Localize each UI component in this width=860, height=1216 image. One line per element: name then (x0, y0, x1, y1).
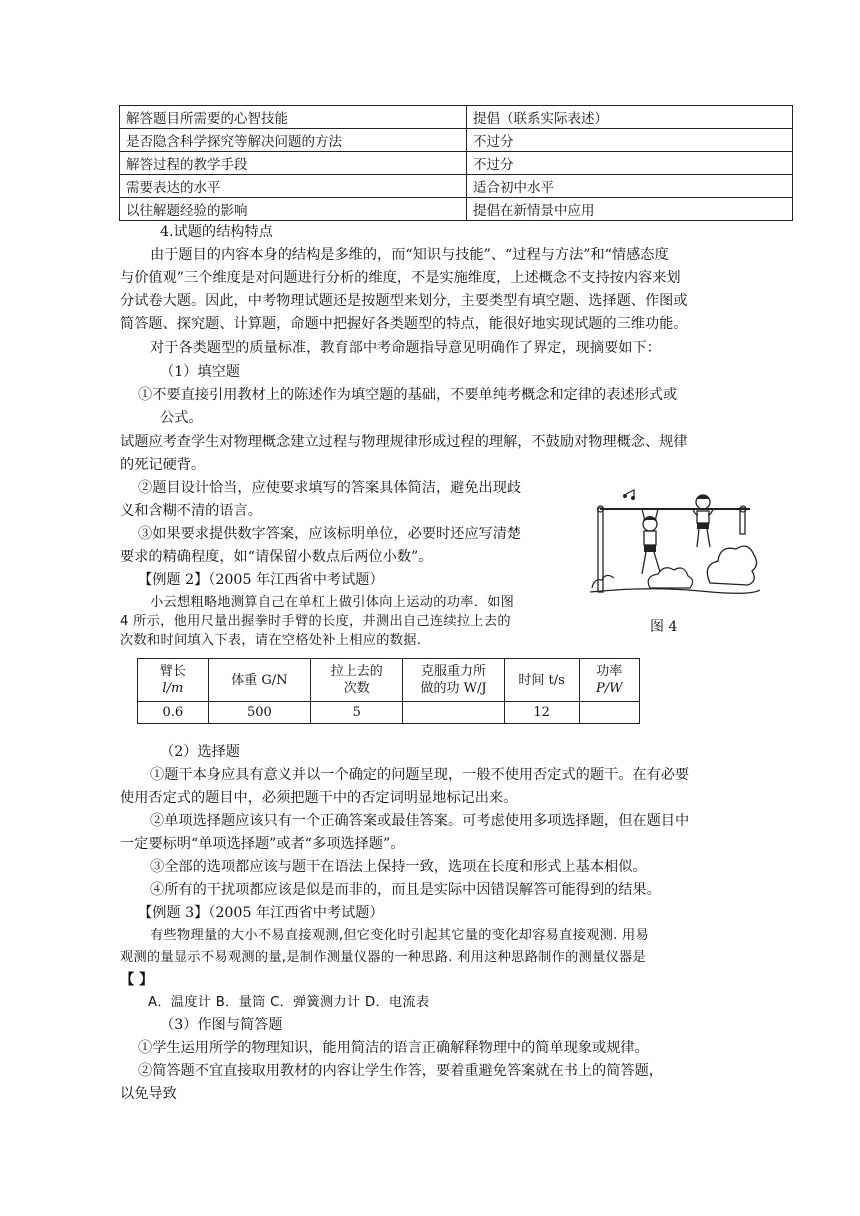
value-weight: 500 (208, 702, 310, 724)
criteria-item: 以往解题经验的影响 (120, 198, 467, 221)
header-arm-length: 臂长 l/m (138, 659, 209, 702)
paragraph-line: 分试卷大题。因此，中考物理试题还是按题型来划分，主要类型有填空题、选择题、作图或 (120, 293, 688, 309)
table-row (120, 175, 793, 198)
rule-line: ③如果要求提供数字答案，应该标明单位，必要时还应写清楚 (138, 526, 522, 542)
rule-line: 要求的精确程度，如“请保留小数点后两位小数”。 (120, 549, 433, 565)
value-power-blank (579, 702, 639, 724)
rule-line: ④所有的干扰项都应该是似是而非的，而且是实际中因错误解答可能得到的结果。 (150, 882, 661, 898)
example-line: 小云想粗略地测算自己在单杠上做引体向上运动的功率．如图 (150, 595, 515, 610)
subsection-heading: （2）选择题 (160, 744, 240, 760)
pullup-illustration (590, 488, 760, 613)
header-time: 时间 t/s (504, 659, 579, 702)
criteria-table (119, 105, 793, 221)
criteria-requirement: 提倡（联系实际表述） (467, 106, 793, 129)
value-work-blank (403, 702, 504, 724)
rule-line: 使用否定式的题目中，必须把题干中的否定词明显地标记出来。 (120, 790, 518, 806)
criteria-item: 是否隐含科学探究等解决问题的方法 (120, 129, 467, 152)
section-heading: 4.试题的结构特点 (160, 224, 273, 240)
table-row (120, 198, 793, 221)
rule-line: ②单项选择题应该只有一个正确答案或最佳答案。可考虑使用多项选择题，但在题目中 (150, 813, 690, 829)
pullup-data-table (137, 658, 640, 724)
example-title: 【例题 2】（2005 年江西省中考试题） (138, 572, 384, 588)
paragraph-line: 由于题目的内容本身的结构是多维的，而“知识与技能”、“过程与方法”和“情感态度 (150, 247, 669, 263)
figure-caption: 图 4 (650, 619, 678, 635)
rule-line: 一定要标明“单项选择题”或者“多项选择题”。 (120, 836, 405, 852)
example-title: 【例题 3】（2005 年江西省中考试题） (138, 905, 384, 921)
example-line: 次数和时间填入下表，请在空格处补上相应的数据. (120, 633, 422, 648)
paragraph-line: 简答题、探究题、计算题，命题中把握好各类题型的特点，能很好地实现试题的三维功能。 (120, 316, 688, 332)
rule-line: ①学生运用所学的物理知识，能用简洁的语言正确解释物理中的简单现象或规律。 (138, 1040, 649, 1056)
example-line: 观测的量显示不易观测的量,是制作测量仪器的一种思路. 利用这种思路制作的测量仪器是 (120, 950, 646, 965)
criteria-requirement: 不过分 (467, 129, 793, 152)
criteria-requirement: 提倡在新情景中应用 (467, 198, 793, 221)
value-time: 12 (504, 702, 579, 724)
criteria-item: 需要表达的水平 (120, 175, 467, 198)
answer-bracket: 【 】 (120, 972, 154, 988)
paragraph-line: 与价值观”三个维度是对问题进行分析的维度，不是实施维度，上述概念不支持按内容来划 (120, 270, 681, 286)
example-line: 有些物理量的大小不易直接观测,但它变化时引起其它量的变化却容易直接观测. 用易 (150, 928, 650, 943)
paragraph-line: 对于各类题型的质量标准，教育部中考命题指导意见明确作了界定，现摘要如下： (150, 340, 661, 356)
subsection-heading: （3）作图与简答题 (160, 1017, 283, 1033)
criteria-item: 解答题目所需要的心智技能 (120, 106, 467, 129)
criteria-requirement: 适合初中水平 (467, 175, 793, 198)
example-line: 4 所示，他用尺量出握拳时手臂的长度，并测出自己连续拉上去的 (120, 614, 511, 629)
value-count: 5 (311, 702, 403, 724)
rule-line: 公式。 (160, 410, 203, 426)
rule-line: ③全部的选项都应该与题干在语法上保持一致，选项在长度和形式上基本相似。 (150, 859, 647, 875)
header-weight: 体重 G/N (208, 659, 310, 702)
table-row (138, 702, 640, 724)
header-work: 克服重力所 做的功 W/J (403, 659, 504, 702)
table-row (120, 129, 793, 152)
choice-options: A．温度计 B．量筒 C．弹簧测力计 D．电流表 (148, 995, 430, 1010)
header-count: 拉上去的 次数 (311, 659, 403, 702)
header-power: 功率 P/W (579, 659, 639, 702)
criteria-item: 解答过程的教学手段 (120, 152, 467, 175)
rule-line: ②简答题不宜直接取用教材的内容让学生作答，要着重避免答案就在书上的简答题， (138, 1063, 663, 1079)
rule-line: 的死记硬背。 (120, 457, 206, 473)
subsection-heading: （1）填空题 (160, 364, 240, 380)
rule-line: ①不要直接引用教材上的陈述作为填空题的基础，不要单纯考概念和定律的表述形式或 (138, 387, 678, 403)
table-header-row (138, 659, 640, 702)
rule-line: 试题应考查学生对物理概念建立过程与物理规律形成过程的理解，不鼓励对物理概念、规律 (120, 434, 688, 450)
criteria-requirement: 不过分 (467, 152, 793, 175)
value-arm-length: 0.6 (138, 702, 209, 724)
rule-line: 以免导致 (120, 1086, 177, 1102)
rule-line: ①题干本身应具有意义并以一个确定的问题呈现，一般不使用否定式的题干。在有必要 (150, 767, 690, 783)
table-row (120, 106, 793, 129)
table-row (120, 152, 793, 175)
rule-line: ②题目设计恰当，应使要求填写的答案具体简洁，避免出现歧 (138, 480, 522, 496)
rule-line: 义和含糊不清的语言。 (120, 503, 262, 519)
